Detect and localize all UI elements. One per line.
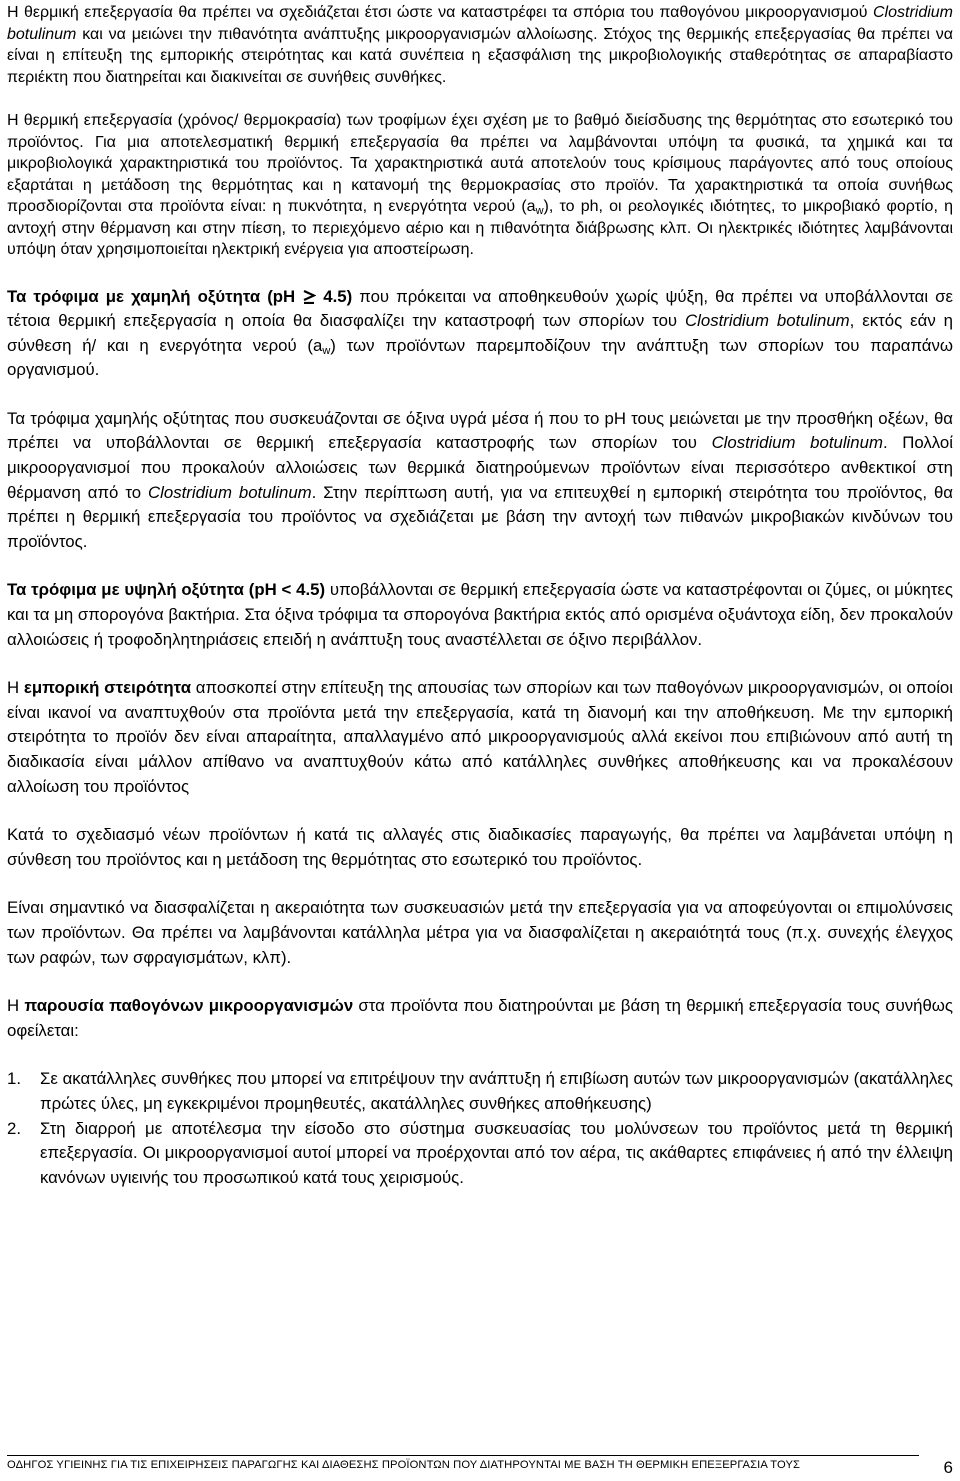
paragraph-high-acid-foods: Τα τρόφιμα με υψηλή οξύτητα (pH < 4.5) υποβάλλονται σε θερμική επεξεργασία ώστε να καταστρέφονται οι ζύμες, οι μύκητες και τα μη σπορογόνα βακτήρια. Στα όξινα τρόφιμα τα σπορογόνα βακτήρια εκτός από ορισμένα οξυάντοχα είδη, δεν προκαλούν αλλοιώσεις ή τροφοδηλητηριάσεις επειδή η ανάπτυξη τους αναστέλλεται σε όξινο περιβάλλον. bbox=[7, 580, 953, 649]
paragraph-commercial-sterility: Η εμπορική στειρότητα αποσκοπεί στην επίτευξη της απουσίας των σπορίων και των παθογόνων μικροοργανισμών, οι οποίοι είναι ικανοί να αναπτυχθούν στα προϊόντα μετά την επεξεργασία, κατά τη διανομή και την αποθήκευση. Με την εμπορική στειρότητα το προϊόν δεν είναι απαραίτητα, απαλλαγμένο από μικροοργανισμούς αλλά εκείνοι που επιβιώνουν από αυτή τη διαδικασία είναι μάλλον απίθανο να αναπτυχθούν κάτω από κατάλληλες συνθήκες αποθήκευσης και να προκαλέσουν αλλοίωση του προϊόντος bbox=[7, 678, 953, 796]
page-footer bbox=[7, 1455, 953, 1481]
paragraph-pathogens-presence: Η παρουσία παθογόνων μικροοργανισμών στα προϊόντα που διατηρούνται με βάση τη θερμική επεξεργασία τους συνήθως οφείλεται: bbox=[7, 996, 953, 1040]
list-item: 2. Στη διαρροή με αποτέλεσμα την είσοδο στο σύστημα συσκευασίας του μολύνσεων του προϊόντος μετά τη θερμική επεξεργασία. Οι μικροοργανισμοί αυτοί μπορεί να προέρχονται από τον αέρα, τις ακάθαρτες επιφάνειες ή από την έλλειψη κανόνων υγιεινής του προσωπικού κατά τους χειρισμούς. bbox=[7, 1118, 953, 1187]
paragraph-acidified-foods: Τα τρόφιμα χαμηλής οξύτητας που συσκευάζονται σε όξινα υγρά μέσα ή που το pH τους μειώνεται με την προσθήκη οξέων, θα πρέπει να υποβάλλονται σε θερμική επεξεργασία καταστροφής των σπορίων του Clostridium botulinum. Πολλοί μικροοργανισμοί που προκαλούν αλλοιώσεις των θερμικά διατηρούμενων προϊόντων είναι περισσότερο ανθεκτικοί στη θέρμανση από το Clostridium botulinum. Στην περίπτωση αυτή, για να επιτευχθεί η εμπορική στειρότητα του προϊόντος, θα πρέπει η θερμική επεξεργασία του προϊόντος να σχεδιάζεται με βάση την αντοχή των πιθανών μικροβιακών κινδύνων του προϊόντος. bbox=[7, 408, 953, 551]
footer-title: ΟΔΗΓΟΣ ΥΓΙΕΙΝΗΣ ΓΙΑ ΤΙΣ ΕΠΙΧΕΙΡΗΣΕΙΣ ΠΑΡΑΓΩΓΗΣ ΚΑΙ ΔΙΑΘΕΣΗΣ ΠΡΟΪΟΝΤΩΝ ΠΟΥ ΔΙΑΤΗΡΟΥΝΤΑΙ ΜΕ ΒΑΣΗ ΤΗ ΘΕΡΜΙΚΗ ΕΠΕΞΕΡΓΑΣΙΑ ΤΟΥΣ bbox=[7, 1459, 801, 1471]
list-item: 1. Σε ακατάλληλες συνθήκες που μπορεί να επιτρέψουν την ανάπτυξη ή επιβίωση αυτών των μικροοργανισμών (ακατάλληλες πρώτες ύλες, μη εγκεκριμένοι προμηθευτές, ακατάλληλες συνθήκες αποθήκευσης) bbox=[7, 1069, 953, 1113]
paragraph-thermal-design: Η θερμική επεξεργασία θα πρέπει να σχεδιάζεται έτσι ώστε να καταστρέφει τα σπόρια του παθογόνου μικροοργανισμού Clostridium botulinum και να μειώνει την πιθανότητα ανάπτυξης μικροοργανισμών αλλοίωσης. Στόχος της θερμικής επεξεργασίας θα πρέπει να είναι η επίτευξη της εμπορικής στειρότητας και κατά συνέπεια η εξασφάλιση της μικροβιολογικής σταθερότητας σε απαραβίαστο περιέκτη που διατηρείται και διακινείται σε συνήθεις συνθήκες. bbox=[7, 4, 953, 86]
document-page bbox=[7, 0, 953, 1190]
paragraph-heat-penetration: Η θερμική επεξεργασία (χρόνος/ θερμοκρασία) των τροφίμων έχει σχέση με το βαθμό διείσδυσης της θερμότητας στο εσωτερικό του προϊόντος. Για μια αποτελεσματική θερμική επεξεργασία θα πρέπει να λαμβάνονται υπόψη τα φυσικά, τα χημικά και τα μικροβιολογικά χαρακτηριστικά του προϊόντος. Τα χαρακτηριστικά αυτά αποτελούν τους κρίσιμους παράγοντες από τους οποίους εξαρτάται η μετάδοση της θερμότητας και η κατανομή της θερμοκρασίας στο προϊόν. Τα χαρακτηριστικά τα οποία συνήθως προσδιορίζονται στα προϊόντα είναι: η πυκνότητα, η ενεργότητα νερού $(a_w)$, το ph, οι ρεολογικές ιδιότητες, το μικροβιακό φορτίο, η αντοχή στην θέρμανση και στην πίεση, το περιεχόμενο αέριο και η πιθανότητα διάβρωσης κλπ. Οι ηλεκτρικές ιδιότητες λαμβάνονται υπόψη όταν χρησιμοποιείται ηλεκτρική ενέργεια για αποστείρωση. bbox=[7, 112, 954, 258]
paragraph-low-acid-foods: Τα τρόφιμα με χαμηλή οξύτητα (pH 4.5) που πρόκειται να αποθηκευθούν χωρίς ψύξη, θα πρέπει να υποβάλλονται σε τέτοια θερμική επεξεργασία η οποία θα διασφαλίζει την καταστροφή των σπορίων του Clostridium botulinum, εκτός εάν η σύνθεση ή/ και η ενεργότητα νερού $(a_w)$ των προϊόντων παρεμποδίζουν την ανάπτυξη των σπορίων του παραπάνω οργανισμού. bbox=[7, 286, 954, 380]
organism-name: Clostridium botulinum bbox=[7, 4, 953, 43]
greater-equal-icon bbox=[302, 290, 316, 304]
paragraph-package-integrity: Είναι σημαντικό να διασφαλίζεται η ακεραιότητα των συσκευασιών μετά την επεξεργασία για να αποφεύγονται οι επιμολύνσεις των προϊόντων. Θα πρέπει να λαμβάνονται κατάλληλα μέτρα για να διασφαλίζεται η ακεραιότητά τους (π.χ. συνεχής έλεγχος των ραφών, των σφραγισμάτων, κλπ). bbox=[7, 898, 953, 967]
paragraph-product-design: Κατά το σχεδιασμό νέων προϊόντων ή κατά τις αλλαγές στις διαδικασίες παραγωγής, θα πρέπει να λαμβάνεται υπόψη η σύνθεση του προϊόντος και η μετάδοση της θερμότητας στο εσωτερικό του προϊόντος. bbox=[7, 825, 953, 869]
page-number: 6 bbox=[943, 1458, 953, 1477]
causes-list bbox=[7, 1067, 953, 1190]
footer-divider bbox=[7, 1455, 919, 1456]
